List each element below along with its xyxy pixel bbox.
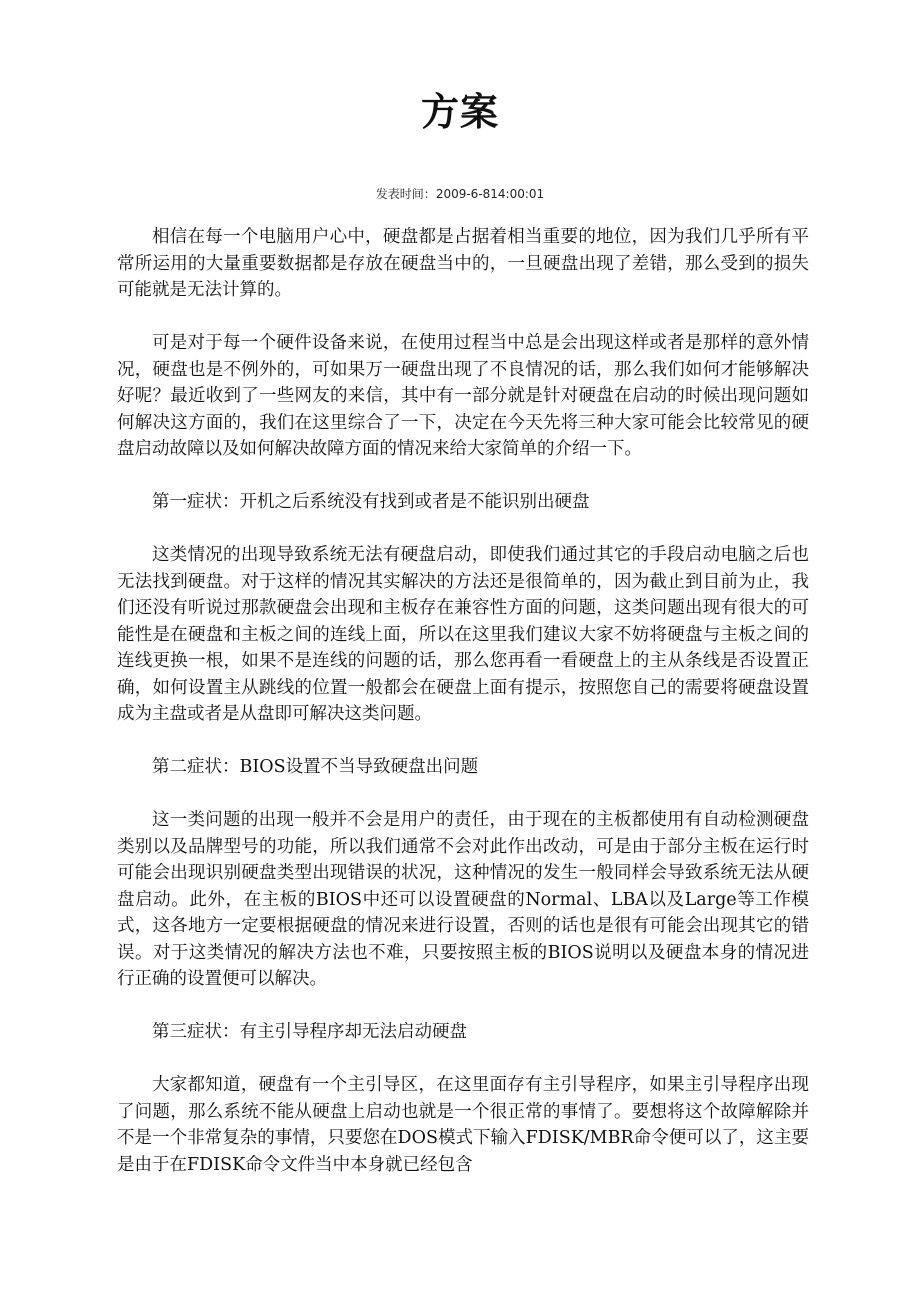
- document-title: 方案: [420, 90, 499, 134]
- symptom-2-body: 这一类问题的出现一般并不会是用户的责任，由于现在的主板都使用有自动检测硬盘类别以及品牌型号的功能，所以我们通常不会对此作出改动，可是由于部分主板在运行时可能会出现识别硬盘类型出现错误的状况，这种情况的发生一般同样会导致系统无法从硬盘启动。此外，在主板的BIOS中还可以设置硬盘的Normal、LBA以及Large等工作模式，这各地方一定要根据硬盘的情况来进行设置，否则的话也是很有可能会出现其它的错误。对于这类情况的解决方法也不难，只要按照主板的BIOS说明以及硬盘本身的情况进行正确的设置便可以解决。: [117, 810, 809, 989]
- article-body: [117, 224, 809, 1205]
- paragraph-intro: 相信在每一个电脑用户心中，硬盘都是占据着相当重要的地位，因为我们几乎所有平常所运用的大量重要数据都是存放在硬盘当中的，一旦硬盘出现了差错，那么受到的损失可能就是无法计算的。: [117, 227, 809, 300]
- publish-info: [0, 185, 920, 203]
- symptom-3-heading: 第三症状：有主引导程序却无法启动硬盘: [152, 1022, 467, 1042]
- symptom-2-heading: 第二症状：BIOS设置不当导致硬盘出问题: [152, 757, 479, 777]
- symptom-1-body: 这类情况的出现导致系统无法有硬盘启动，即使我们通过其它的手段启动电脑之后也无法找到硬盘。对于这样的情况其实解决的方法还是很简单的，因为截止到目前为止，我们还没有听说过那款硬盘会出现和主板存在兼容性方面的问题，这类问题出现有很大的可能性是在硬盘和主板之间的连线上面，所以在这里我们建议大家不妨将硬盘与主板之间的连线更换一根，如果不是连线的问题的话，那么您再看一看硬盘上的主从条线是否设置正确，如何设置主从跳线的位置一般都会在硬盘上面有提示，按照您自己的需要将硬盘设置成为主盘或者是从盘即可解决这类问题。: [117, 545, 809, 724]
- symptom-3-body: 大家都知道，硬盘有一个主引导区，在这里面存有主引导程序，如果主引导程序出现了问题，那么系统不能从硬盘上启动也就是一个很正常的事情了。要想将这个故障解除并不是一个非常复杂的事情，只要您在DOS模式下输入FDISK/MBR命令便可以了，这主要是由于在FDISK命令文件当中本身就已经包含: [117, 1075, 809, 1175]
- symptom-1-heading: 第一症状：开机之后系统没有找到或者是不能识别出硬盘: [152, 492, 590, 512]
- publish-label: 发表时间：: [375, 187, 436, 201]
- publish-time: 2009-6-814:00:01: [435, 187, 545, 201]
- paragraph-context: 可是对于每一个硬件设备来说，在使用过程当中总是会出现这样或者是那样的意外情况，硬盘也是不例外的，可如果万一硬盘出现了不良情况的话，那么我们如何才能够解决好呢？最近收到了一些网友的来信，其中有一部分就是针对硬盘在启动的时候出现问题如何解决这方面的，我们在这里综合了一下，决定在今天先将三种大家可能会比较常见的硬盘启动故障以及如何解决故障方面的情况来给大家简单的介绍一下。: [117, 333, 809, 459]
